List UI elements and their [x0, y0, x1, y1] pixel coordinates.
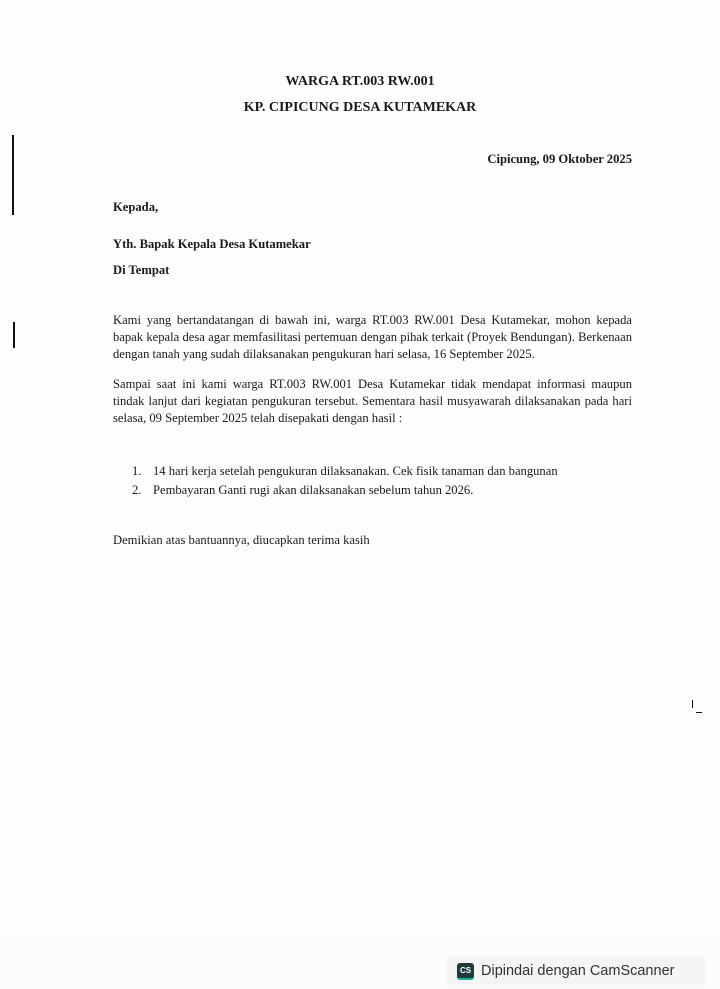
scan-edge-mark — [692, 700, 693, 708]
recipient-name: Yth. Bapak Kepala Desa Kutamekar — [113, 237, 311, 251]
camscanner-label: Dipindai dengan CamScanner — [481, 963, 675, 979]
scan-edge-mark — [12, 135, 14, 215]
list-item — [132, 481, 558, 500]
body-paragraph-2: Sampai saat ini kami warga RT.003 RW.001 Desa Kutamekar tidak mendapat informasi maupun tindak lanjut dari kegiatan pengukuran tersebut. Sementara hasil musyawarah dilaksanakan pada hari selasa, 09 September 2025 telah disepakati dengan hasil : — [113, 377, 632, 425]
camscanner-logo-icon: CS — [457, 963, 474, 980]
list-number: 1. — [132, 464, 142, 478]
closing-line: Demikian atas bantuannya, diucapkan terima kasih — [113, 533, 370, 547]
recipient-place: Di Tempat — [113, 263, 170, 277]
list-item — [132, 462, 558, 481]
scan-edge-mark — [696, 712, 702, 713]
list-number: 2. — [132, 483, 142, 497]
list-text: Pembayaran Ganti rugi akan dilaksanakan sebelum tahun 2026. — [153, 483, 474, 497]
letter-date: Cipicung, 09 Oktober 2025 — [487, 152, 632, 166]
agreement-list — [132, 462, 558, 500]
body-paragraph-1: Kami yang bertandatangan di bawah ini, warga RT.003 RW.001 Desa Kutamekar, mohon kepada bapak kepala desa agar memfasilitasi pertemuan dengan pihak terkait (Proyek Bendungan). Berkenaan dengan tanah yang sudah dilaksanakan pengukuran hari selasa, 16 September 2025. — [113, 313, 632, 361]
letter-header-line1: WARGA RT.003 RW.001 — [285, 74, 435, 89]
camscanner-watermark — [447, 957, 705, 985]
letter-header-line2: KP. CIPICUNG DESA KUTAMEKAR — [243, 100, 477, 115]
scan-edge-mark — [13, 322, 15, 348]
recipient-kepada: Kepada, — [113, 200, 159, 214]
list-text: 14 hari kerja setelah pengukuran dilaksanakan. Cek fisik tanaman dan bangunan — [153, 464, 558, 478]
